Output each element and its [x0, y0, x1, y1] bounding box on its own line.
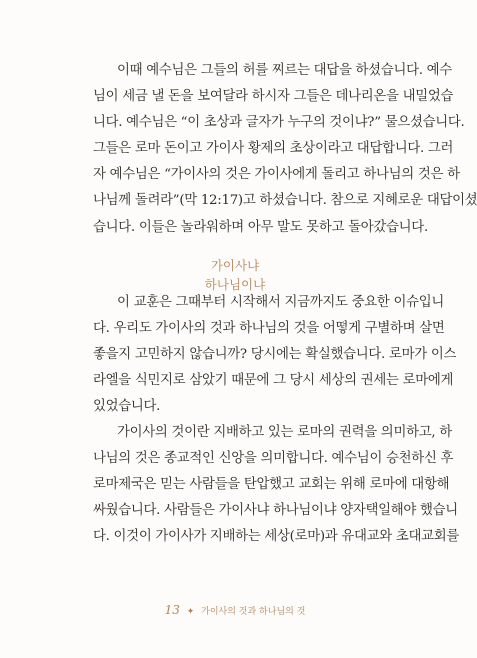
- text-line: 니다. 예수님은 “이 초상과 글자가 누구의 것이냐?” 물으셨습니다.: [93, 115, 465, 131]
- text-line: 라엘을 식민지로 삼았기 때문에 그 당시 세상의 권세는 로마에게: [93, 373, 454, 389]
- page-footer: [0, 603, 470, 617]
- text-line: 싸웠습니다. 사람들은 가이사냐 하나님이냐 양자택일해야 했습니: [93, 503, 458, 519]
- text-line: 다. 우리도 가이사의 것과 하나님의 것을 어떻게 구별하며 살면: [93, 321, 445, 337]
- section-heading: [0, 256, 470, 294]
- text-line: 이때 예수님은 그들의 허를 찌르는 대답을 하셨습니다. 예수: [117, 63, 452, 78]
- text-line: 가이사의 것이란 지배하고 있는 로마의 권력을 의미하고, 하: [117, 425, 452, 440]
- text-line: 그들은 로마 돈이고 가이사 황제의 초상이라고 대답합니다. 그러: [93, 141, 454, 157]
- text-line: 자 예수님은 “가이사의 것은 가이사에게 돌리고 하나님의 것은 하: [93, 167, 460, 183]
- section-heading-line-2: 하나님이냐: [204, 277, 266, 292]
- paragraph-3: [93, 420, 460, 550]
- text-line: 좋을지 고민하지 않습니까? 당시에는 확실했습니다. 로마가 이스: [93, 347, 457, 363]
- section-heading-line-1: 가이사냐: [210, 258, 260, 273]
- star-ornament-icon: ✦: [186, 607, 195, 617]
- text-line: 님이 세금 낼 돈을 보여달라 하시자 그들은 데나리온을 내밀었습: [93, 89, 454, 105]
- text-line: 다. 이것이 가이사가 지배하는 세상(로마)과 유대교와 초대교회를: [93, 529, 460, 545]
- paragraph-1: [93, 58, 477, 241]
- text-line: 습니다. 이들은 놀라워하며 아무 말도 못하고 돌아갔습니다.: [93, 219, 428, 235]
- text-line: 나님의 것은 종교적인 신앙을 의미합니다. 예수님이 승천하신 후: [93, 451, 454, 467]
- text-line: 이 교훈은 그때부터 시작해서 지금까지도 중요한 이슈입니: [117, 295, 444, 310]
- text-line: 나님께 돌려라”(막 12:17)고 하셨습니다. 참으로 지혜로운 대답이셨: [93, 193, 477, 209]
- text-line: 있었습니다.: [93, 399, 161, 415]
- paragraph-2: [93, 290, 457, 420]
- text-line: 로마제국은 믿는 사람들을 탄압했고 교회는 위해 로마에 대항해: [93, 477, 450, 493]
- page-number: 13: [164, 603, 180, 617]
- running-title: 가이사의 것과 하나님의 것: [201, 607, 306, 617]
